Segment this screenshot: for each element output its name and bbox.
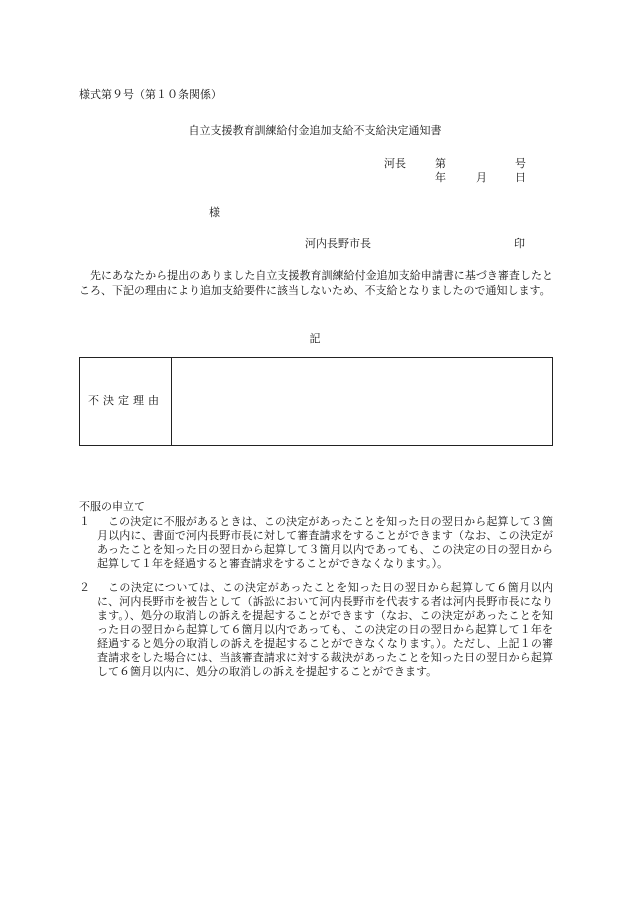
date-month-label: 月: [476, 171, 487, 184]
date-day-label: 日: [515, 171, 526, 184]
form-number: 様式第９号（第１０条関係）: [79, 88, 222, 101]
appeal-item: [79, 515, 553, 571]
ki-mark: 記: [309, 332, 321, 345]
appeal-item-text: この決定については、この決定があったことを知った日の翌日から起算して６箇月以内に、河内長野市を被告として（訴訟において河内長野市を代表する者は河内長野市長になります。）、処分の取消しの訴えを提起することができます（なお、この決定があったことを知った日の翌日から起算して６箇月以内であっても、この決定の日の翌日から起算して１年を経過すると処分の取消しの訴えを提起することができなくなります。）。ただし、上記１の審査請求をした場合には、当該審査請求に対する裁決があったことを知った日の翌日から起算して６箇月以内に、処分の取消しの訴えを提起することができます。: [97, 581, 553, 678]
appeal-item-text: この決定に不服があるときは、この決定があったことを知った日の翌日から起算して３箇月以内に、書面で河内長野市長に対して審査請求をすることができます（なお、この決定があったことを知った日の翌日から起算して３箇月以内であっても、この決定の日の翌日から起算して１年を経過すると審査請求をすることができなくなります。）。: [97, 515, 553, 570]
document-title: 自立支援教育訓練給付金追加支給不支給決定通知書: [188, 124, 442, 137]
appeal-item-number: １: [79, 515, 90, 528]
date-year-label: 年: [435, 171, 446, 184]
reference-dai: 第: [435, 157, 446, 170]
seal-mark: 印: [514, 237, 525, 250]
reason-label: 不決定理由: [80, 358, 172, 445]
appeal-item: [79, 581, 553, 679]
body-text: 先にあなたから提出のありました自立支援教育訓練給付金追加支給申請書に基づき審査したところ、下記の理由により追加支給要件に該当しないため、不支給となりましたので通知します。: [79, 269, 553, 297]
appeal-heading: 不服の申立て: [79, 500, 145, 513]
reason-table: [79, 357, 553, 446]
sender-name: 河内長野市長: [305, 237, 371, 250]
addressee-suffix: 様: [209, 206, 220, 219]
reason-value: [172, 358, 552, 445]
appeal-item-number: ２: [79, 581, 90, 594]
reference-prefix: 河長: [384, 157, 406, 170]
reference-go: 号: [515, 157, 526, 170]
